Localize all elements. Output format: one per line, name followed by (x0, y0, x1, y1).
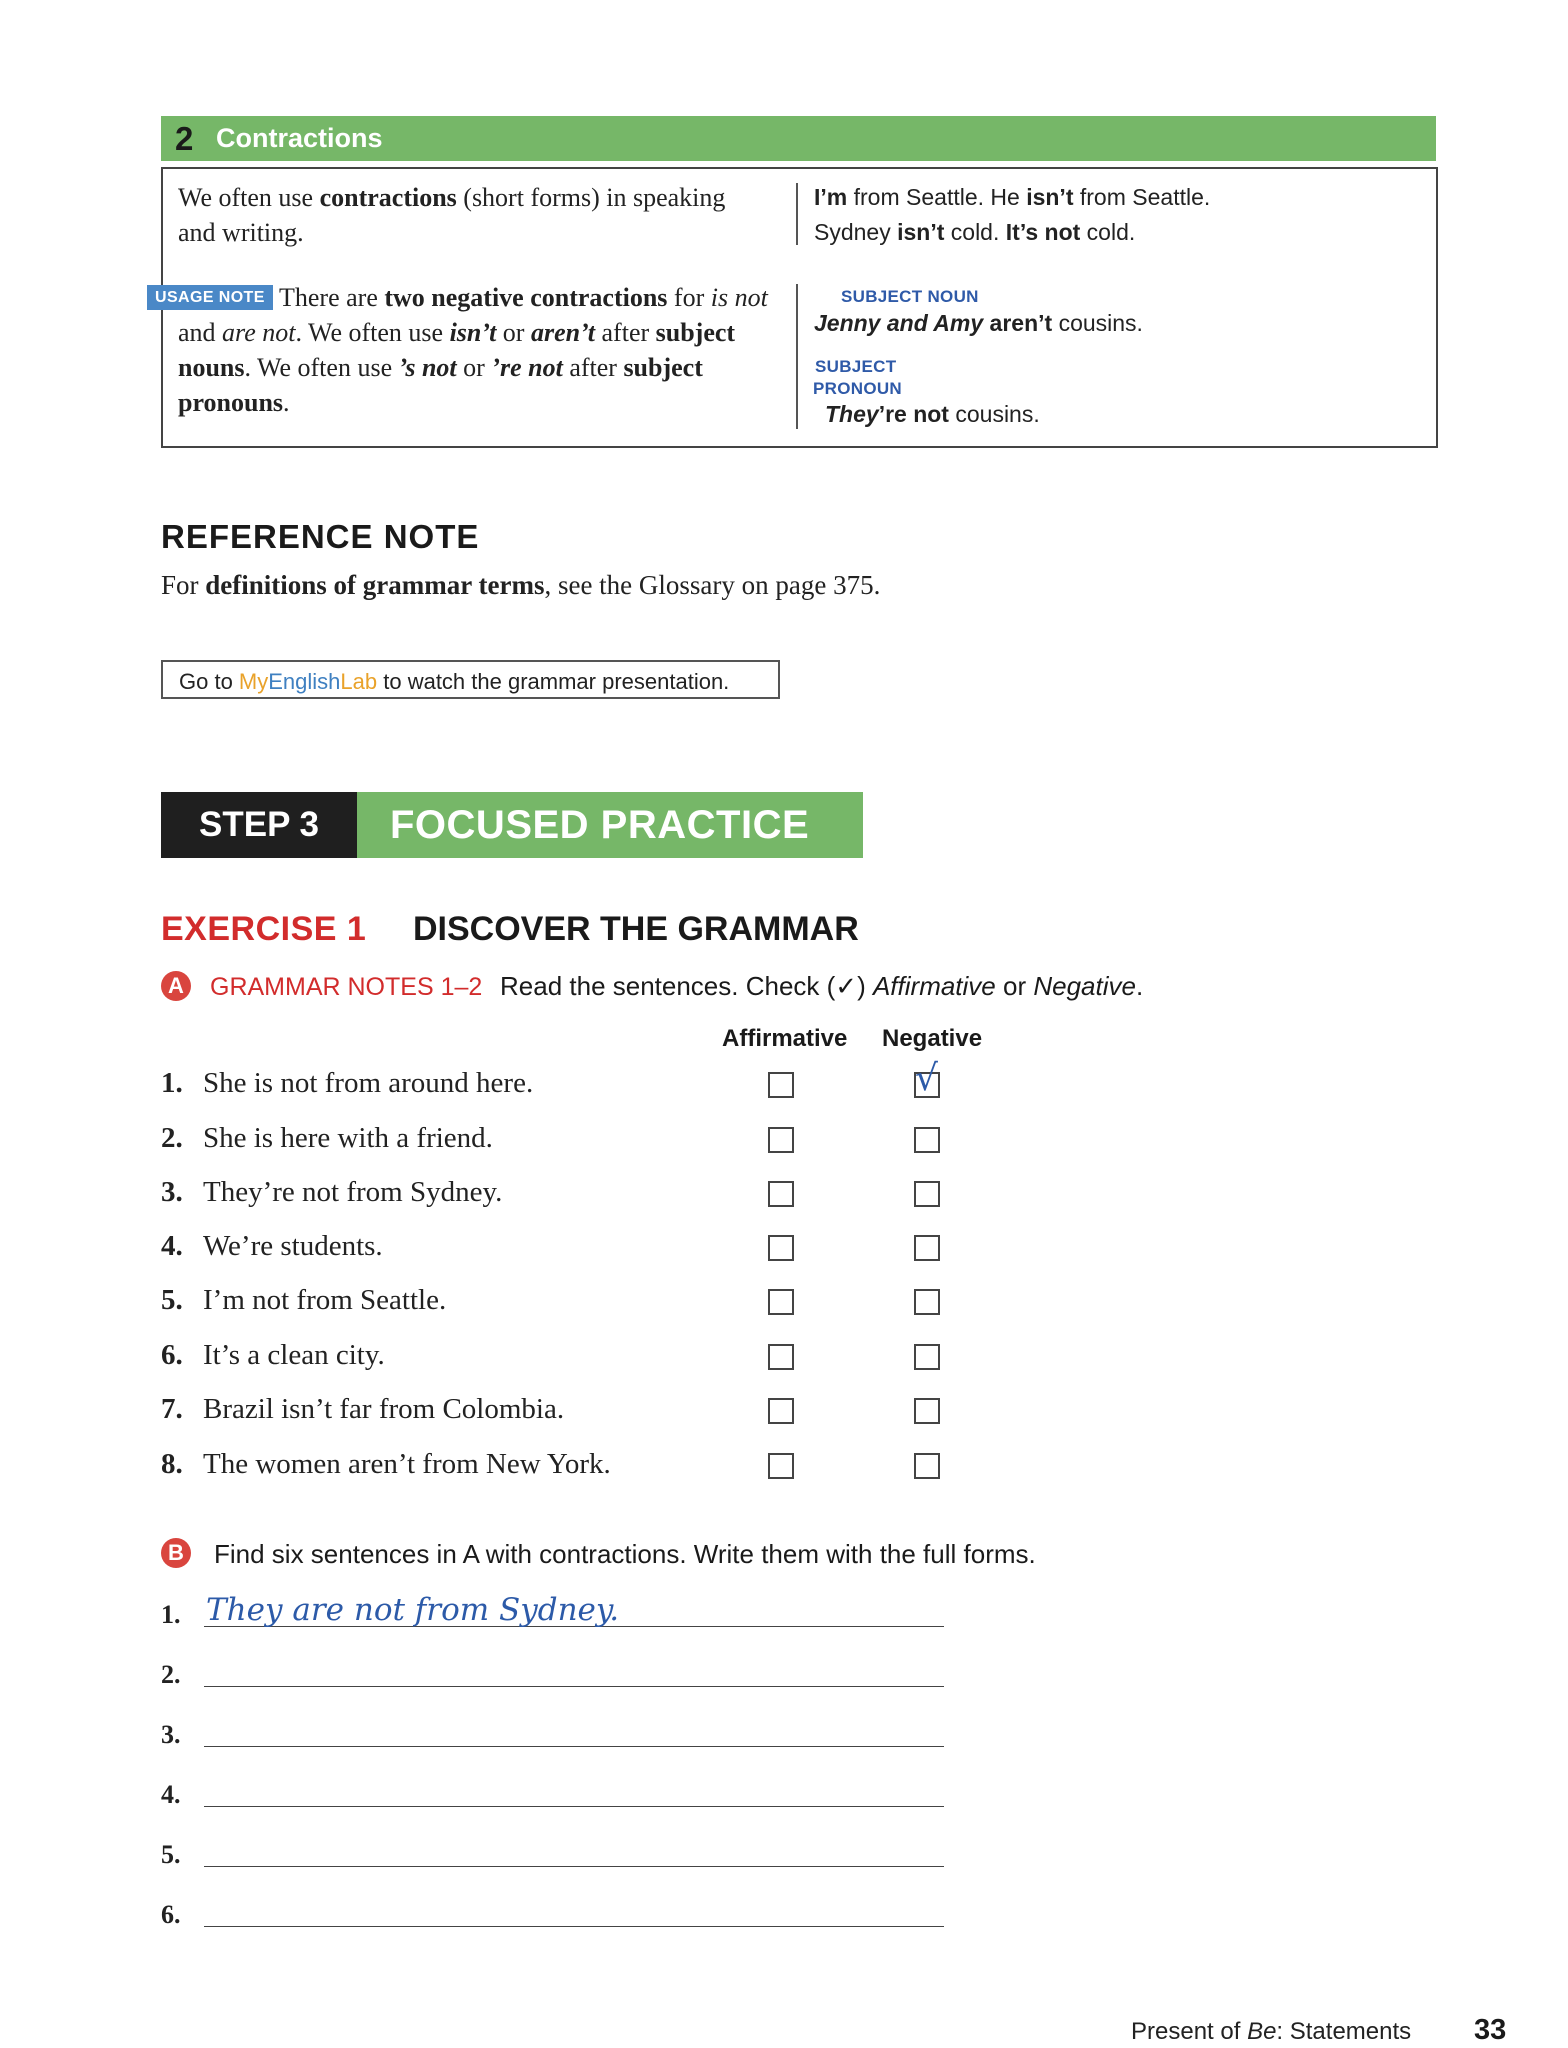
step-title: FOCUSED PRACTICE (357, 792, 863, 858)
answer-line[interactable] (204, 1866, 944, 1867)
answer-line[interactable] (204, 1686, 944, 1687)
affirmative-checkbox[interactable] (768, 1344, 794, 1370)
exercise-item (161, 1122, 493, 1155)
footer-text: Present of (1131, 2018, 1248, 2045)
affirmative-checkbox[interactable] (768, 1289, 794, 1315)
link-prefix: Go to (179, 669, 239, 694)
footer-italic: Be (1247, 2018, 1277, 2045)
item-number: 6. (161, 1339, 183, 1371)
answer-number: 5. (161, 1840, 181, 1869)
negative-checkbox[interactable] (914, 1289, 940, 1315)
subject-tag: SUBJECT (815, 357, 897, 376)
grammar-note-2: There are two negative contractions for is not and are not. We often use isn’t or aren’t after subject nouns. We often use ’s not or ’re not after subject pronouns. (178, 283, 768, 417)
item-sentence: I’m not from Seattle. (203, 1284, 447, 1316)
footer-chapter-title (1131, 2018, 1411, 2046)
answer-number: 2. (161, 1660, 181, 1689)
negative-checkbox[interactable] (914, 1235, 940, 1261)
link-suffix: to watch the grammar presentation. (377, 669, 730, 694)
negative-checkbox[interactable] (914, 1058, 940, 1099)
exercise-item (161, 1230, 383, 1263)
exercise-item (161, 1393, 564, 1426)
footer-text: : Statements (1276, 2018, 1412, 2045)
item-sentence: She is here with a friend. (203, 1122, 493, 1154)
item-sentence: The women aren’t from New York. (203, 1448, 611, 1480)
item-sentence: We’re students. (203, 1230, 383, 1262)
item-sentence: They’re not from Sydney. (203, 1176, 503, 1208)
myenglishlab-link[interactable] (161, 660, 780, 699)
part-b-icon: B (161, 1538, 191, 1568)
affirmative-checkbox[interactable] (768, 1072, 794, 1098)
item-number: 4. (161, 1230, 183, 1262)
negative-checkbox[interactable] (914, 1181, 940, 1207)
brand-english: English (268, 669, 341, 694)
negative-checkbox[interactable] (914, 1127, 940, 1153)
affirmative-checkbox[interactable] (768, 1127, 794, 1153)
item-sentence: Brazil isn’t far from Colombia. (203, 1393, 565, 1425)
grammar-note-1: We often use contractions (short forms) in speaking and writing. (178, 183, 726, 247)
column-header-negative: Negative (882, 1025, 983, 1052)
affirmative-checkbox[interactable] (768, 1235, 794, 1261)
item-sentence: It’s a clean city. (203, 1339, 385, 1371)
example-line: They’re not cousins. (825, 401, 1040, 427)
exercise-item (161, 1284, 446, 1317)
example-line: Jenny and Amy aren’t cousins. (814, 310, 1143, 336)
negative-checkbox[interactable] (914, 1453, 940, 1479)
part-a-icon: A (161, 971, 191, 1001)
step-label: STEP 3 (161, 792, 357, 858)
part-a-instruction: Read the sentences. Check (✓) Affirmative or Negative. (500, 971, 1144, 1001)
negative-checkbox[interactable] (914, 1344, 940, 1370)
usage-note-badge: USAGE NOTE (147, 285, 273, 310)
affirmative-checkbox[interactable] (768, 1398, 794, 1424)
answer-number: 6. (161, 1900, 181, 1929)
exercise-item (161, 1448, 611, 1481)
exercise-item (161, 1176, 502, 1209)
answer-number: 1. (161, 1600, 181, 1629)
handwritten-answer: They are not from Sydney. (206, 1592, 620, 1628)
pronoun-tag: PRONOUN (813, 379, 902, 398)
affirmative-checkbox[interactable] (768, 1453, 794, 1479)
exercise-item (161, 1339, 385, 1372)
grammar-box-title: Contractions (216, 123, 383, 153)
check-mark-icon: √ (915, 1058, 938, 1099)
column-divider (796, 284, 798, 429)
grammar-notes-ref: GRAMMAR NOTES 1–2 (210, 973, 483, 1001)
item-number: 2. (161, 1122, 183, 1154)
item-number: 5. (161, 1284, 183, 1316)
answer-line[interactable] (204, 1926, 944, 1927)
answer-number: 3. (161, 1720, 181, 1749)
item-number: 7. (161, 1393, 183, 1425)
affirmative-checkbox[interactable] (768, 1181, 794, 1207)
grammar-box-number: 2 (175, 120, 194, 157)
example-line: Sydney isn’t cold. It’s not cold. (814, 219, 1136, 245)
item-number: 1. (161, 1067, 183, 1099)
column-divider (796, 183, 798, 245)
reference-note-heading: REFERENCE NOTE (161, 518, 480, 555)
example-line: I’m from Seattle. He isn’t from Seattle. (814, 184, 1211, 210)
negative-checkbox[interactable] (914, 1398, 940, 1424)
exercise-title: DISCOVER THE GRAMMAR (413, 910, 859, 948)
item-number: 3. (161, 1176, 183, 1208)
subject-noun-tag: SUBJECT NOUN (841, 287, 979, 306)
reference-note-body: For definitions of grammar terms, see the Glossary on page 375. (161, 570, 881, 600)
exercise-item (161, 1067, 533, 1100)
exercise-label: EXERCISE 1 (161, 910, 367, 948)
brand-my: My (238, 669, 269, 694)
brand-lab: Lab (340, 669, 378, 694)
item-sentence: She is not from around here. (203, 1067, 534, 1099)
answer-line[interactable] (204, 1806, 944, 1807)
item-number: 8. (161, 1448, 183, 1480)
answer-number: 4. (161, 1780, 181, 1809)
grammar-box-header (161, 116, 1436, 161)
column-header-affirmative: Affirmative (722, 1025, 848, 1052)
page-number: 33 (1474, 2014, 1507, 2046)
answer-line[interactable] (204, 1746, 944, 1747)
part-b-instruction: Find six sentences in A with contractions. Write them with the full forms. (214, 1539, 1036, 1569)
